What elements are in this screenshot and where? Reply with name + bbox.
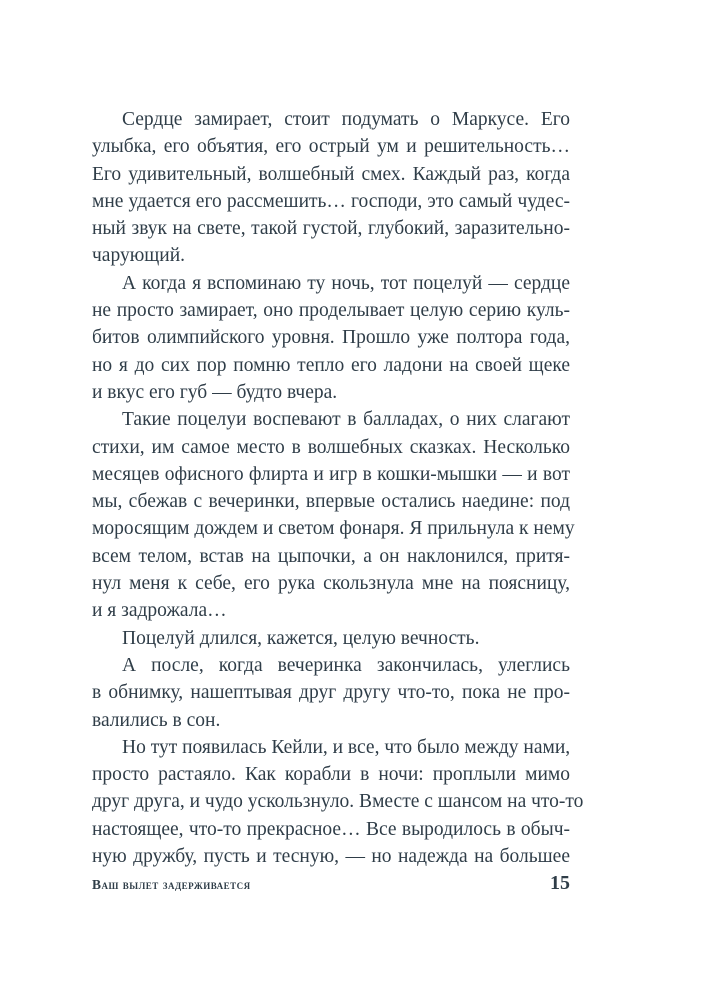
paragraph [92,270,570,406]
running-title: Ваш вылет задерживается [92,877,251,892]
text-line: моросящим дождем и светом фонаря. Я прильнула к нему [92,518,575,540]
text-line: Его удивительный, волшебный смех. Каждый раз, когда [92,163,570,185]
page-number: 15 [550,872,570,894]
text-line: нул меня к себе, его рука скользнула мне на поясницу, [92,573,570,595]
text-line: друг друга, и чудо ускользнуло. Вместе с шансом на что-то [92,791,584,813]
text-line: месяцев офисного флирта и игр в кошки-мышки — и вот [92,463,570,485]
text-line: чарующий. [92,245,186,267]
text-line: в обнимку, нашептывая друг другу что-то, пока не про- [92,682,570,704]
text-line: всем телом, встав на цыпочки, а он наклонился, притя- [92,545,570,567]
text-line: ный звук на свете, такой густой, глубокий, заразительно- [92,218,570,240]
paragraph [92,625,570,652]
text-line: А после, когда вечеринка закончилась, улеглись [122,654,570,676]
text-line: А когда я вспоминаю ту ночь, тот поцелуй — сердце [122,272,570,294]
text-line: и я задрожала… [92,600,227,622]
text-line: Сердце замирает, стоит подумать о Маркусе. Его [122,109,570,130]
paragraph [92,652,570,734]
text-line: стихи, им самое место в волшебных сказках. Несколько [92,436,570,458]
text-line: валились в сон. [92,709,221,731]
text-line: просто растаяло. Как корабли в ночи: проплыли мимо [92,764,570,786]
text-line: мне удается его рассмешить… господи, это самый чудес- [92,190,570,212]
text-line: битов олимпийского уровня. Прошло уже полтора года, [92,327,570,349]
text-line: ную дружбу, пусть и тесную, — но надежда на большее [92,846,570,868]
paragraph [92,406,575,624]
text-line: улыбка, его объятия, его острый ум и решительность… [92,136,570,158]
text-line: но я до сих пор помню тепло его ладони на своей щеке [92,354,570,376]
text-line: и вкус его губ — будто вчера. [92,381,338,403]
text-line: не просто замирает, оно проделывает целую серию куль- [92,300,570,322]
text-line: Но тут появилась Кейли, и все, что было между нами, [122,736,571,758]
paragraph [92,734,584,870]
text-line: мы, сбежав с вечеринки, впервые остались наедине: под [92,491,570,513]
page-footer [92,872,570,895]
paragraph [92,106,570,270]
text-line: настоящее, что-то прекрасное… Все выродилось в обыч- [92,818,570,840]
text-line: Такие поцелуи воспевают в балладах, о них слагают [122,409,570,431]
body-text [92,106,584,870]
text-line: Поцелуй длился, кажется, целую вечность. [122,627,480,649]
